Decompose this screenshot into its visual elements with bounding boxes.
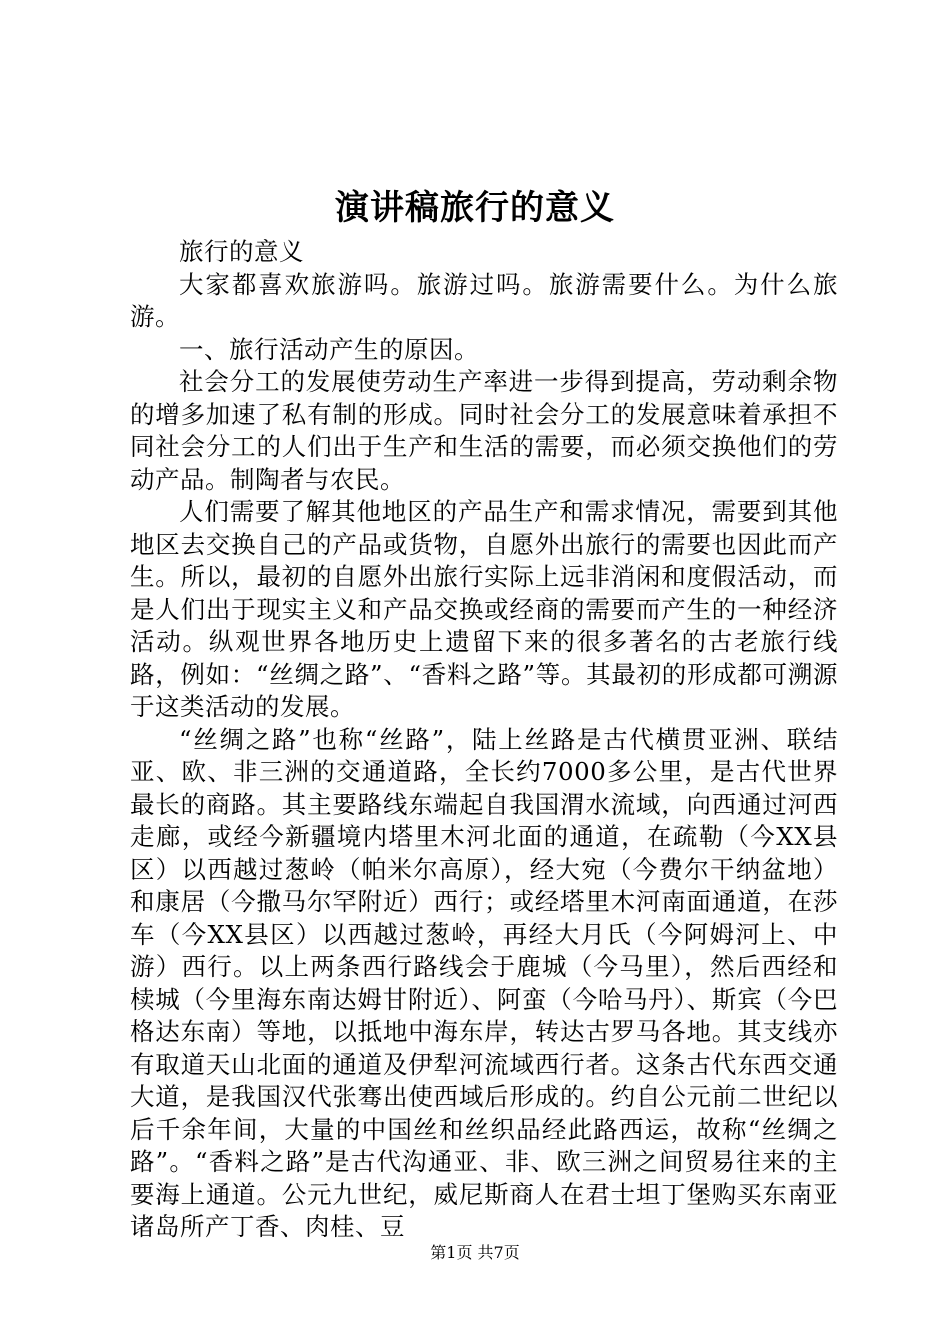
page-number: 第1页 共7页 [430,1243,520,1262]
paragraph-heading: 旅行的意义 [179,237,304,266]
document-body [130,236,838,1244]
paragraph: 大家都喜欢旅游吗。旅游过吗。旅游需要什么。为什么旅游。 [130,269,838,331]
page-title: 演讲稿旅行的意义 [335,188,615,228]
paragraph: 社会分工的发展使劳动生产率进一步得到提高，劳动剩余物的增多加速了私有制的形成。同时社会分工的发展意味着承担不同社会分工的人们出于生产和生活的需要，而必须交换他们的劳动产品。制陶者与农民。 [130,367,838,494]
paragraph: 人们需要了解其他地区的产品生产和需求情况，需要到其他地区去交换自己的产品或货物，自愿外出旅行的需要也因此而产生。所以，最初的自愿外出旅行实际上远非消闲和度假活动，而是人们出于现实主义和产品交换或经商的需要而产生的一种经济活动。纵观世界各地历史上遗留下来的很多著名的古老旅行线路，例如：“丝绸之路”、“香料之路”等。其最初的形成都可溯源于这类活动的发展。 [130,497,838,721]
section-heading: 一、旅行活动产生的原因。 [179,334,479,364]
paragraph: “丝绸之路”也称“丝路”，陆上丝路是古代横贯亚洲、联结亚、欧、非三洲的交通道路，全长约7000多公里，是古代世界最长的商路。其主要路线东端起自我国渭水流域，向西通过河西走廊，或经今新疆境内塔里木河北面的通道，在疏勒（今XX县区）以西越过葱岭（帕米尔高原），经大宛（今费尔干纳盆地）和康居（今撒马尔罕附近）西行；或经塔里木河南面通道，在莎车（今XX县区）以西越过葱岭，再经大月氏（今阿姆河上、中游）西行。以上两条西行路线会于鹿城（今马里），然后西经和椟城（今里海东南达姆甘附近）、阿蛮（今哈马丹）、斯宾（今巴格达东南）等地，以抵地中海东岸，转达古罗马各地。其支线亦有取道天山北面的通道及伊犁河流域西行者。这条古代东西交通大道，是我国汉代张骞出使西域后形成的。约自公元前二世纪以后千余年间，大量的中国丝和丝织品经此路西运，故称“丝绸之路”。“香料之路”是古代沟通亚、非、欧三洲之间贸易往来的主要海上通道。公元九世纪，威尼斯商人在君士坦丁堡购买东南亚诸岛所产丁香、肉桂、豆 [130,724,838,1241]
